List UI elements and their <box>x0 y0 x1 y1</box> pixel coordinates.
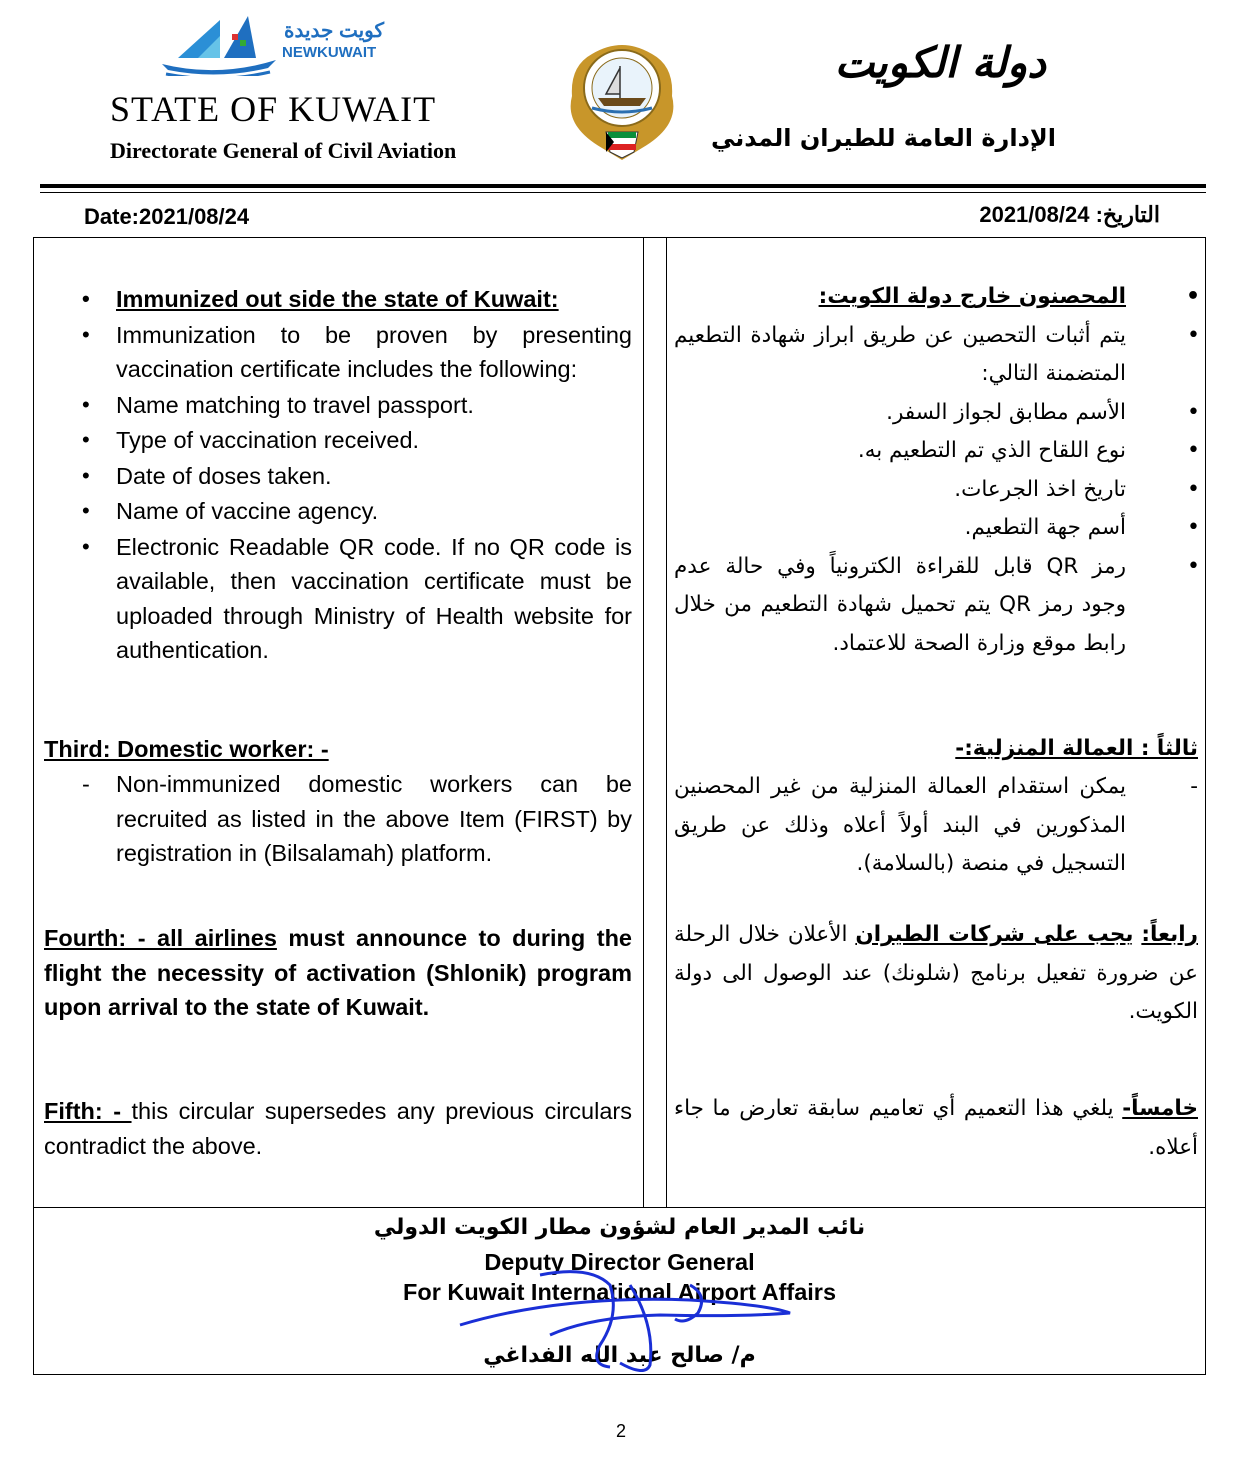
page-number: 2 <box>615 1421 626 1441</box>
logo-english-text: NEWKUWAIT <box>282 44 377 61</box>
en-fifth-label: Fifth: - <box>44 1098 132 1124</box>
ar-bullet-item: • نوع اللقاح الذي تم التطعيم به. <box>674 432 1198 471</box>
footer-title-en-2: For Kuwait International Airport Affairs <box>402 1279 837 1305</box>
ar-bullet-item: • يتم أثبات التحصين عن طريق ابراز شهادة التطعيم المتضمنة التالي: <box>674 317 1198 394</box>
en-bullet-item: • Name of vaccine agency. <box>44 494 632 529</box>
state-title-ar: دولة الكويت <box>834 38 1046 87</box>
ar-third-section <box>674 768 1198 884</box>
logo-arabic-text: كويت جديدة <box>284 20 385 42</box>
en-bullet-item: • Immunization to be proven by presenting vaccination certificate includes the following: <box>44 318 632 387</box>
column-divider-left <box>643 237 644 1207</box>
ar-bullet-item: • الأسم مطابق لجواز السفر. <box>674 394 1198 433</box>
footer-title-ar: نائب المدير العام لشؤون مطار الكويت الدولي <box>373 1215 866 1240</box>
department-ar: الإدارة العامة للطيران المدني <box>710 124 1056 152</box>
en-fourth-text: must announce to during the flight the necessity of activation (Shlonik) program upon arrival to the state of Kuwait. <box>44 925 632 1020</box>
ar-fifth-label: خامساً- <box>1122 1096 1198 1121</box>
en-fourth-label: Fourth: - all airlines <box>44 925 277 951</box>
ar-immunized-section <box>674 278 1198 663</box>
ar-bullet-item: • تاريخ اخذ الجرعات. <box>674 471 1198 510</box>
en-immunized-title: • Immunized out side the state of Kuwait: <box>44 282 632 317</box>
en-fifth-text: this circular supersedes any previous circulars contradict the above. <box>44 1098 632 1159</box>
ar-bullet-item: • أسم جهة التطعيم. <box>674 509 1198 548</box>
date-ar: التاريخ: 2021/08/24 <box>979 202 1160 227</box>
en-fourth-section <box>44 921 632 1025</box>
ar-bullet-item: • رمز QR قابل للقراءة الكترونياً وفي حالة عدم وجود رمز QR يتم تحميل شهادة التطعيم من خلال رابط موقع وزارة الصحة للاعتماد. <box>674 548 1198 664</box>
en-fifth-section <box>44 1094 632 1163</box>
en-third-text: - Non-immunized domestic workers can be recruited as listed in the above Item (FIRST) by registration in (Bilsalamah) platform. <box>44 767 632 871</box>
kuwait-emblem <box>562 36 682 162</box>
handwritten-signature <box>440 1255 820 1380</box>
dhow-logo-icon <box>158 14 278 76</box>
footer-title-en-1: Deputy Director General <box>484 1249 755 1275</box>
en-bullet-item: • Type of vaccination received. <box>44 423 632 458</box>
signatory-name-ar: م/ صالح عبد الله الفداغي <box>483 1343 756 1368</box>
ar-fourth-label: رابعاً: <box>1141 922 1198 947</box>
en-immunized-section <box>44 282 632 668</box>
state-title-en: STATE OF KUWAIT <box>110 89 437 129</box>
date-en: Date:2021/08/24 <box>84 204 250 229</box>
header-rule-thin <box>40 192 1206 193</box>
column-divider-right <box>666 237 667 1207</box>
ar-third-title: ثالثاً : العمالة المنزلية:- <box>955 736 1198 761</box>
ar-fifth-text: يلغي هذا التعميم أي تعاميم سابقة تعارض ما جاء أعلاه. <box>674 1096 1198 1160</box>
department-en: Directorate General of Civil Aviation <box>110 138 457 163</box>
newkuwait-logo <box>158 14 398 78</box>
en-bullet-item: • Date of doses taken. <box>44 459 632 494</box>
ar-immunized-title: • المحصنون خارج دولة الكويت: <box>674 278 1198 317</box>
en-third-title: Third: Domestic worker: - <box>44 736 329 762</box>
en-bullet-item: • Name matching to travel passport. <box>44 388 632 423</box>
en-third-section <box>44 767 632 871</box>
ar-fifth-section <box>674 1090 1198 1167</box>
ar-third-text: - يمكن استقدام العمالة المنزلية من غير المحصنين المذكورين في البند أولاً أعلاه وذلك عن طريق التسجيل في منصة (بالسلامة). <box>674 768 1198 884</box>
emblem-icon <box>562 36 682 162</box>
ar-fourth-section <box>674 916 1198 1032</box>
ar-fourth-label-2: يجب على شركات الطيران <box>855 922 1134 947</box>
en-bullet-item: • Electronic Readable QR code. If no QR code is available, then vaccination certificate must be uploaded through Ministry of Health website for authentication. <box>44 530 632 668</box>
header-rule-thick <box>40 184 1206 188</box>
ar-fourth-text: الأعلان خلال الرحلة عن ضرورة تفعيل برنامج (شلونك) عند الوصول الى دولة الكويت. <box>674 922 1198 1024</box>
footer-divider <box>33 1207 1206 1208</box>
